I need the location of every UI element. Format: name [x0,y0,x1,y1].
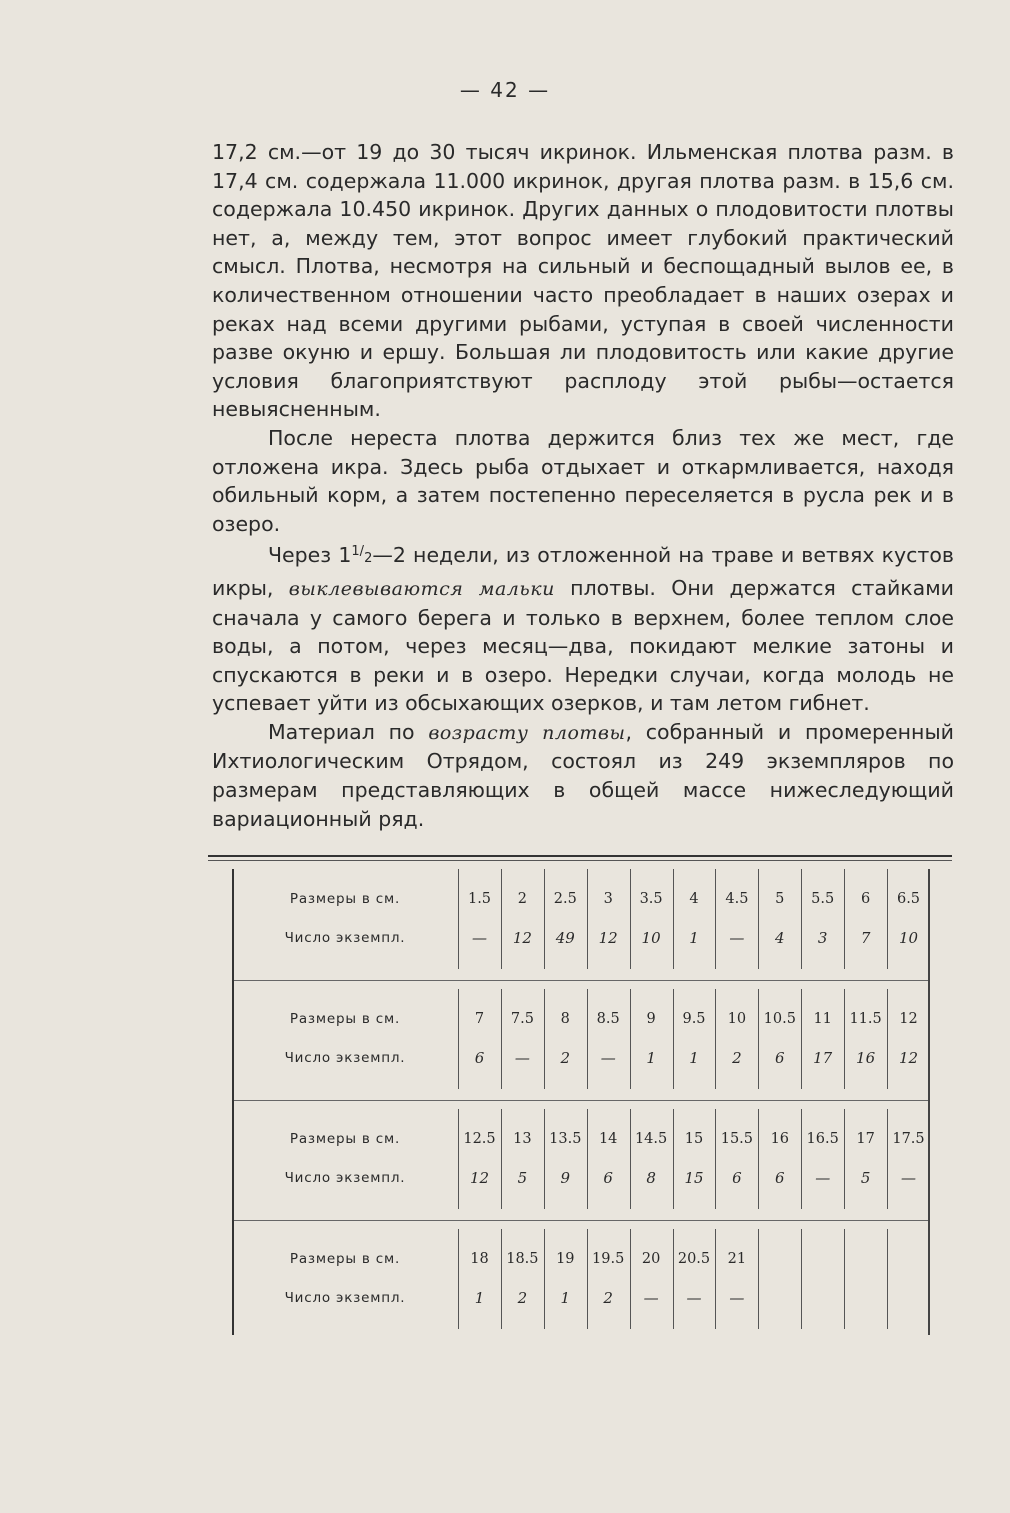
italic-phrase: возрасту плотвы [428,721,626,744]
count-value: 3 [817,929,828,947]
text-run: 2 [364,551,373,567]
size-value: 18 [470,1251,489,1267]
column-divider [544,1109,545,1209]
count-value: 12 [512,929,532,947]
size-value: 8 [560,1011,570,1027]
count-value: 6 [603,1169,613,1187]
text-run: —2 недели, из отложенной на траве и ветвях кустов икры, [212,543,954,600]
text-run: 1 [351,544,360,560]
row-label-size: Размеры в см. [289,1011,401,1027]
paragraph [212,424,954,538]
size-value: 12.5 [463,1131,496,1147]
column-divider [544,1229,545,1329]
table-block [234,1109,928,1209]
column-divider [544,869,545,969]
count-value: — [514,1049,530,1067]
text-run: 17,2 см.—от 19 до 30 тысяч икринок. Ильменская плотва разм. в 17,4 см. содержала 11.000 икринок, другая плотва разм. в 15,6 см. содержала 10.450 икринок. Других данных о плодовитости плотвы нет, а, между тем, этот вопрос имеет глубокий практический смысл. Плотва, несмотря на сильный и беспощадный вылов ее, в количественном отношении часто преобладает в наших озерах и реках над всеми другими рыбами, уступая в своей численности разве окуню и ершу. Большая ли плодовитость или какие другие условия благоприятствуют расплоду этой рыбы—остается невыясненным. [212,140,954,422]
count-value: 1 [474,1289,485,1307]
column-divider [887,869,888,969]
size-value: 17 [856,1131,875,1147]
size-value: 14.5 [634,1131,668,1147]
size-value: 5 [775,891,785,907]
count-value: — [729,929,745,947]
count-value: 2 [517,1289,528,1307]
column-divider [458,1109,459,1209]
size-value: 20.5 [677,1251,711,1267]
column-divider [630,1229,631,1329]
column-divider [801,1109,802,1209]
column-divider [673,1109,674,1209]
size-value: 16 [770,1131,790,1147]
count-value: 6 [732,1169,742,1187]
size-value: 2.5 [553,891,577,907]
column-divider [673,869,674,969]
table-top-rule-thin [208,860,952,861]
paragraph [212,538,954,718]
count-value: 6 [775,1049,785,1067]
column-divider [887,989,888,1089]
size-value: 15 [684,1131,704,1147]
column-divider [715,869,716,969]
row-label-count: Число экземпл. [284,1290,406,1306]
text-run: Через 1 [268,543,352,568]
column-divider [458,869,459,969]
count-value: 2 [603,1289,613,1307]
column-divider [844,1109,845,1209]
count-value: 2 [560,1049,571,1067]
count-value: 8 [646,1169,656,1187]
column-divider [587,869,588,969]
size-value: 17.5 [892,1131,925,1147]
size-value: 18.5 [506,1251,539,1267]
row-label-count: Число экземпл. [284,930,406,946]
count-value: — [472,929,487,947]
column-divider [887,1109,888,1209]
size-value: 11.5 [849,1011,882,1027]
size-value: 16.5 [806,1131,839,1147]
count-value: 9 [560,1169,571,1187]
count-value: — [600,1049,616,1067]
count-value: 4 [775,929,785,947]
count-value: — [729,1289,745,1307]
italic-phrase: выклевываются мальки [288,577,555,600]
size-value: 8.5 [596,1011,620,1027]
text-run: , собранный и промеренный Ихтиологическим Отрядом, состоял из 249 экземпляров по размерам представляющих в общей массе нижеследующий вариационный ряд. [212,719,954,831]
column-divider [715,1109,716,1209]
column-divider [801,1229,802,1329]
row-label-count: Число экземпл. [284,1170,406,1186]
count-value: 10 [641,929,661,947]
column-divider [544,989,545,1089]
column-divider [501,989,502,1089]
column-divider [715,1229,716,1329]
column-divider [630,869,631,969]
count-value: 6 [474,1049,485,1067]
size-value: 7 [474,1011,485,1027]
column-divider [630,989,631,1089]
size-value: 4.5 [725,891,749,907]
size-value: 12 [899,1011,918,1027]
column-divider [630,1109,631,1209]
size-value: 3 [603,891,613,907]
count-value: 17 [813,1049,833,1067]
column-divider [587,1229,588,1329]
count-value: 2 [732,1049,742,1067]
table-top-rule [208,855,952,857]
size-value: 19 [556,1251,575,1267]
row-label-size: Размеры в см. [289,1251,401,1267]
row-label-size: Размеры в см. [289,1131,401,1147]
variation-table [208,855,952,1335]
column-divider [758,869,759,969]
size-value: 5.5 [811,891,835,907]
size-value: 13.5 [549,1131,582,1147]
count-value: — [643,1289,659,1307]
column-divider [458,989,459,1089]
size-value: 9 [646,1011,656,1027]
column-divider [887,1229,888,1329]
text-run: После нереста плотва держится близ тех же мест, где отложена икра. Здесь рыба отдыхает и откармливается, находя обильный корм, а затем постепенно переселяется в русла рек и в озеро. [212,425,954,536]
column-divider [758,1109,759,1209]
size-value: 13 [513,1131,532,1147]
count-value: 1 [560,1289,571,1307]
count-value: 7 [860,929,871,947]
column-divider [844,989,845,1089]
text-run: Материал по [268,719,429,744]
table-block [234,869,928,969]
column-divider [587,989,588,1089]
count-value: 49 [555,929,575,947]
count-value: 5 [517,1169,528,1187]
count-value: — [686,1289,702,1307]
count-value: 1 [689,1049,699,1067]
count-value: 5 [860,1169,871,1187]
size-value: 3.5 [639,891,663,907]
row-label-count: Число экземпл. [284,1050,406,1066]
size-value: 6.5 [896,891,921,907]
size-value: 1.5 [467,891,492,907]
column-divider [844,1229,845,1329]
size-value: 10 [727,1011,747,1027]
count-value: 1 [689,929,699,947]
count-value: — [815,1169,831,1187]
size-value: 11 [813,1011,832,1027]
page-number: — 42 — [459,78,551,102]
column-divider [801,989,802,1089]
count-value: — [901,1169,916,1187]
column-divider [673,1229,674,1329]
size-value: 7.5 [510,1011,534,1027]
count-value: 6 [775,1169,785,1187]
body-text [212,138,954,833]
size-value: 21 [727,1251,747,1267]
column-divider [458,1229,459,1329]
count-value: 12 [469,1169,490,1187]
text-run: плотвы. Они держатся стайками сначала у самого берега и только в верхнем, более теплом слое воды, а потом, через месяц—два, покидают мелкие затоны и спускаются в реки и в озеро. Нередки случаи, когда молодь не успевает уйти из обсыхающих озерков, и там летом гибнет. [212,575,955,716]
column-divider [758,989,759,1089]
column-divider [801,869,802,969]
size-value: 4 [689,891,699,907]
size-value: 6 [860,891,871,907]
row-label-size: Размеры в см. [289,891,401,907]
paragraph [212,138,954,424]
column-divider [715,989,716,1089]
table-block [234,989,928,1089]
count-value: 10 [898,929,919,947]
count-value: 1 [646,1049,656,1067]
block-separator [234,980,928,981]
count-value: 15 [684,1169,704,1187]
size-value: 19.5 [592,1251,625,1267]
size-value: 10.5 [763,1011,796,1027]
size-value: 14 [598,1131,618,1147]
count-value: 16 [856,1049,876,1067]
count-value: 12 [898,1049,919,1067]
size-value: 15.5 [720,1131,754,1147]
column-divider [844,869,845,969]
size-value: 20 [641,1251,661,1267]
table-block [234,1229,928,1329]
column-divider [673,989,674,1089]
block-separator [234,1220,928,1221]
column-divider [587,1109,588,1209]
column-divider [501,1229,502,1329]
column-divider [501,1109,502,1209]
block-separator [234,1100,928,1101]
text-run: / [359,544,365,560]
column-divider [501,869,502,969]
size-value: 2 [517,891,527,907]
size-value: 9.5 [682,1011,706,1027]
column-divider [758,1229,759,1329]
paragraph [212,718,954,833]
count-value: 12 [598,929,618,947]
